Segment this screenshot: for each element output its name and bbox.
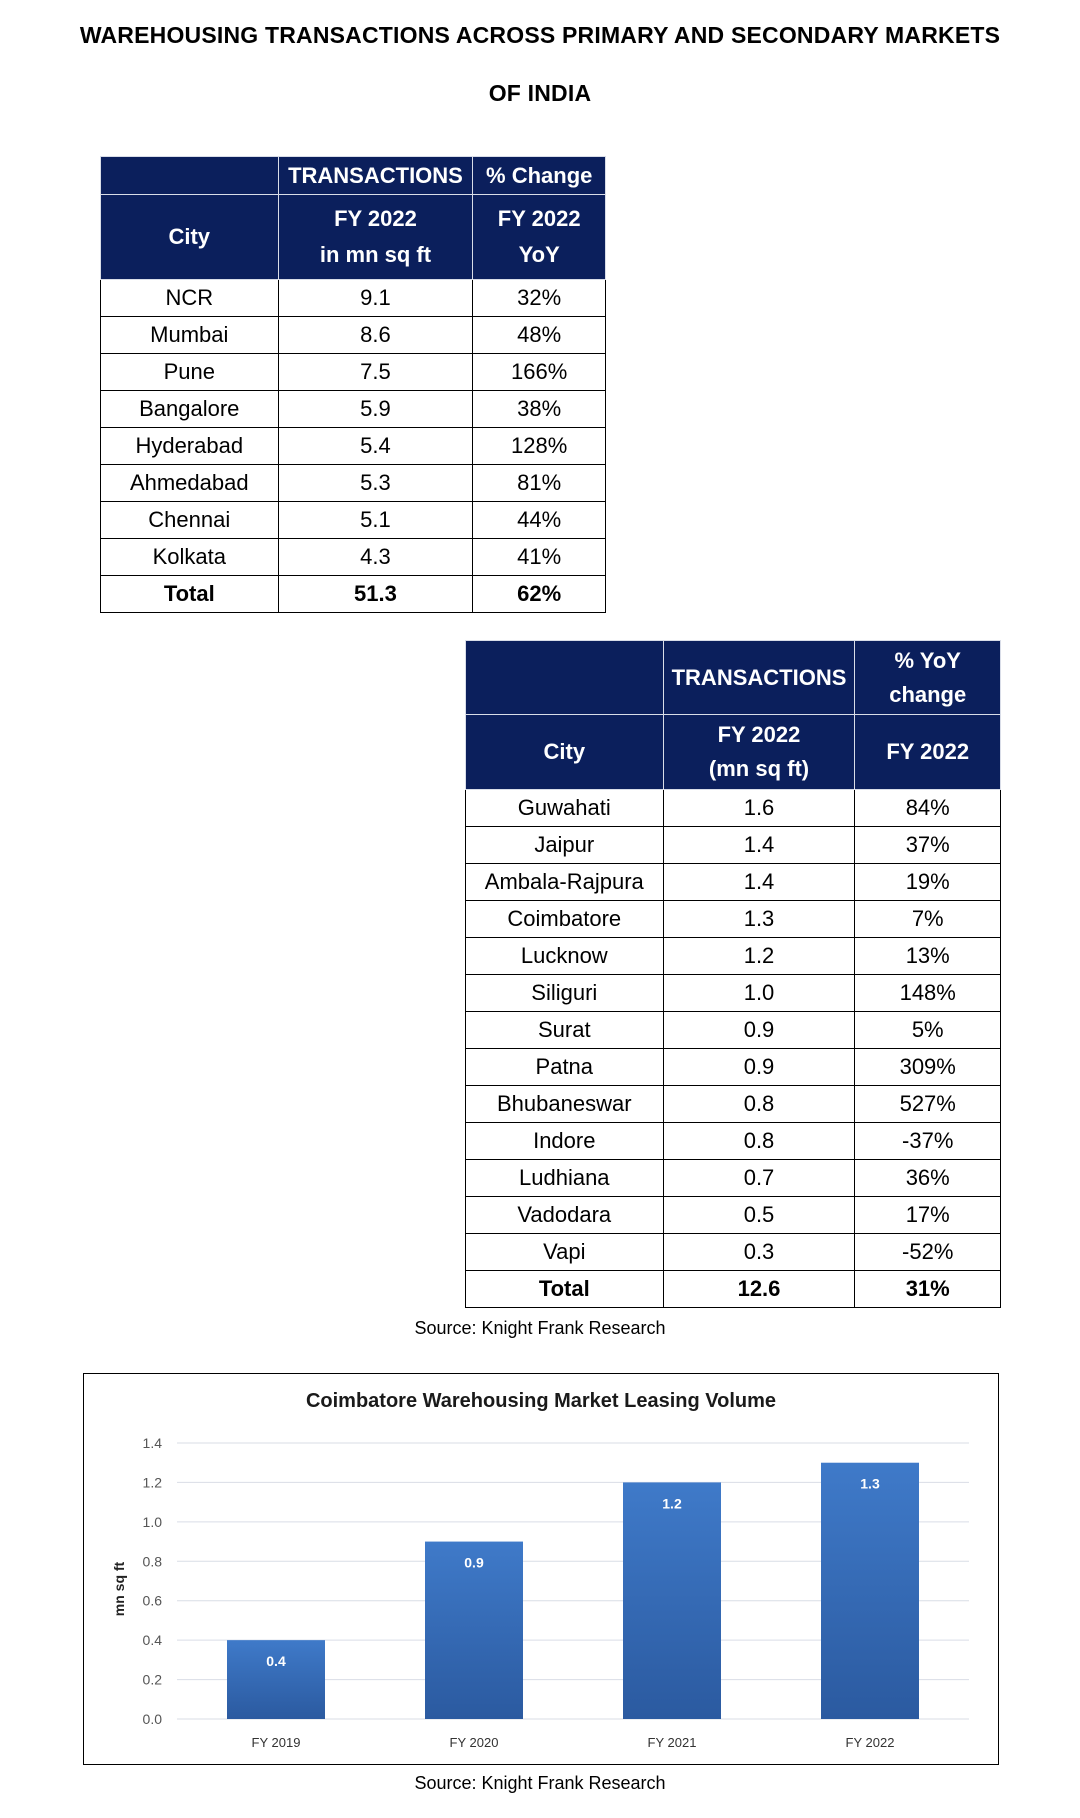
city-cell: Vadodara <box>466 1197 664 1234</box>
y-tick-label: 0.8 <box>142 1553 162 1570</box>
source-note: Source: Knight Frank Research <box>414 1318 666 1338</box>
total-label: Total <box>101 576 279 613</box>
city-cell: Lucknow <box>466 938 664 975</box>
total-volume: 51.3 <box>278 576 473 613</box>
header-fy2022-volume: FY 2022 in mn sq ft <box>278 195 473 280</box>
table-row <box>101 539 606 576</box>
city-cell: Surat <box>466 1012 664 1049</box>
header-yoy-change: % YoY change <box>855 641 1001 715</box>
header-fy2022: FY 2022 <box>855 715 1001 790</box>
change-cell: 38% <box>473 391 606 428</box>
change-cell: 32% <box>473 280 606 317</box>
volume-cell: 0.5 <box>663 1197 855 1234</box>
volume-cell: 1.4 <box>663 864 855 901</box>
city-cell: Hyderabad <box>101 428 279 465</box>
table-row <box>466 901 1001 938</box>
change-cell: 5% <box>855 1012 1001 1049</box>
change-cell: 17% <box>855 1197 1001 1234</box>
city-cell: Coimbatore <box>466 901 664 938</box>
secondary-markets-table <box>465 640 1001 1308</box>
volume-cell: 0.9 <box>663 1012 855 1049</box>
chart-title: Coimbatore Warehousing Market Leasing Volume <box>305 1390 777 1412</box>
volume-cell: 1.4 <box>663 827 855 864</box>
page-title-line1: WAREHOUSING TRANSACTIONS ACROSS PRIMARY AND SECONDARY MARKETS <box>79 22 1001 48</box>
change-cell: 128% <box>473 428 606 465</box>
y-tick-label: 0.4 <box>142 1632 162 1649</box>
change-cell: 48% <box>473 317 606 354</box>
x-tick-label: FY 2022 <box>845 1735 895 1750</box>
primary-markets-table <box>100 156 606 613</box>
total-row <box>101 576 606 613</box>
change-cell: 166% <box>473 354 606 391</box>
city-cell: Kolkata <box>101 539 279 576</box>
chart-bar <box>227 1640 325 1719</box>
volume-cell: 1.6 <box>663 790 855 827</box>
volume-cell: 0.9 <box>663 1049 855 1086</box>
city-cell: Bhubaneswar <box>466 1086 664 1123</box>
header-percent-change: % Change <box>473 157 606 195</box>
table-row <box>466 790 1001 827</box>
volume-cell: 8.6 <box>278 317 473 354</box>
chart-bar <box>821 1463 919 1719</box>
y-tick-label: 0.6 <box>142 1592 162 1609</box>
leasing-volume-chart <box>83 1373 999 1765</box>
volume-cell: 0.3 <box>663 1234 855 1271</box>
header-transactions: TRANSACTIONS <box>278 157 473 195</box>
city-cell: Mumbai <box>101 317 279 354</box>
total-volume: 12.6 <box>663 1271 855 1308</box>
city-cell: Chennai <box>101 502 279 539</box>
y-tick-label: 0.2 <box>142 1671 162 1688</box>
table-row <box>101 317 606 354</box>
table-row <box>101 465 606 502</box>
data-label: 0.4 <box>266 1653 286 1670</box>
volume-cell: 5.9 <box>278 391 473 428</box>
volume-cell: 1.2 <box>663 938 855 975</box>
city-cell: Siliguri <box>466 975 664 1012</box>
total-change: 62% <box>473 576 606 613</box>
y-axis-label: mn sq ft <box>111 1561 127 1617</box>
data-label: 0.9 <box>464 1554 484 1571</box>
header-fy2022-yoy: FY 2022 YoY <box>473 195 606 280</box>
volume-cell: 1.3 <box>663 901 855 938</box>
x-tick-label: FY 2020 <box>449 1735 499 1750</box>
x-tick-label: FY 2019 <box>251 1735 301 1750</box>
table-row <box>466 864 1001 901</box>
volume-cell: 0.8 <box>663 1086 855 1123</box>
change-cell: 19% <box>855 864 1001 901</box>
table-row <box>466 1160 1001 1197</box>
page-title-line2: OF INDIA <box>488 80 592 106</box>
data-label: 1.2 <box>662 1495 682 1512</box>
volume-cell: 5.1 <box>278 502 473 539</box>
volume-cell: 9.1 <box>278 280 473 317</box>
chart-canvas <box>84 1374 998 1764</box>
header-city: City <box>466 715 664 790</box>
change-cell: 7% <box>855 901 1001 938</box>
total-row <box>466 1271 1001 1308</box>
y-tick-label: 1.0 <box>142 1513 162 1530</box>
header-fy2022-volume: FY 2022 (mn sq ft) <box>663 715 855 790</box>
volume-cell: 7.5 <box>278 354 473 391</box>
city-cell: Patna <box>466 1049 664 1086</box>
change-cell: 81% <box>473 465 606 502</box>
table-row <box>466 1086 1001 1123</box>
city-cell: Guwahati <box>466 790 664 827</box>
y-tick-label: 1.2 <box>142 1474 162 1491</box>
x-tick-label: FY 2021 <box>647 1735 697 1750</box>
header-blank <box>466 641 664 715</box>
change-cell: -37% <box>855 1123 1001 1160</box>
city-cell: Ludhiana <box>466 1160 664 1197</box>
table-row <box>466 975 1001 1012</box>
city-cell: Vapi <box>466 1234 664 1271</box>
table-row <box>466 1123 1001 1160</box>
source-note: Source: Knight Frank Research <box>414 1773 666 1793</box>
table-row <box>466 938 1001 975</box>
city-cell: Ambala-Rajpura <box>466 864 664 901</box>
table-row <box>101 428 606 465</box>
volume-cell: 1.0 <box>663 975 855 1012</box>
table-row <box>466 1197 1001 1234</box>
city-cell: Indore <box>466 1123 664 1160</box>
change-cell: -52% <box>855 1234 1001 1271</box>
total-change: 31% <box>855 1271 1001 1308</box>
y-tick-label: 0.0 <box>142 1711 162 1727</box>
city-cell: NCR <box>101 280 279 317</box>
table-row <box>466 1049 1001 1086</box>
change-cell: 527% <box>855 1086 1001 1123</box>
y-tick-label: 1.4 <box>142 1435 162 1451</box>
change-cell: 13% <box>855 938 1001 975</box>
change-cell: 41% <box>473 539 606 576</box>
table-row <box>101 391 606 428</box>
header-blank <box>101 157 279 195</box>
change-cell: 44% <box>473 502 606 539</box>
table-row <box>466 1012 1001 1049</box>
change-cell: 36% <box>855 1160 1001 1197</box>
volume-cell: 0.8 <box>663 1123 855 1160</box>
chart-bar <box>623 1482 721 1719</box>
data-label: 1.3 <box>860 1475 880 1492</box>
table-row <box>466 1234 1001 1271</box>
volume-cell: 4.3 <box>278 539 473 576</box>
change-cell: 309% <box>855 1049 1001 1086</box>
city-cell: Pune <box>101 354 279 391</box>
header-transactions: TRANSACTIONS <box>663 641 855 715</box>
city-cell: Jaipur <box>466 827 664 864</box>
total-label: Total <box>466 1271 664 1308</box>
table-row <box>101 502 606 539</box>
header-city: City <box>101 195 279 280</box>
volume-cell: 5.3 <box>278 465 473 502</box>
volume-cell: 5.4 <box>278 428 473 465</box>
table-row <box>466 827 1001 864</box>
change-cell: 37% <box>855 827 1001 864</box>
change-cell: 148% <box>855 975 1001 1012</box>
table-row <box>101 280 606 317</box>
volume-cell: 0.7 <box>663 1160 855 1197</box>
city-cell: Ahmedabad <box>101 465 279 502</box>
city-cell: Bangalore <box>101 391 279 428</box>
table-row <box>101 354 606 391</box>
change-cell: 84% <box>855 790 1001 827</box>
